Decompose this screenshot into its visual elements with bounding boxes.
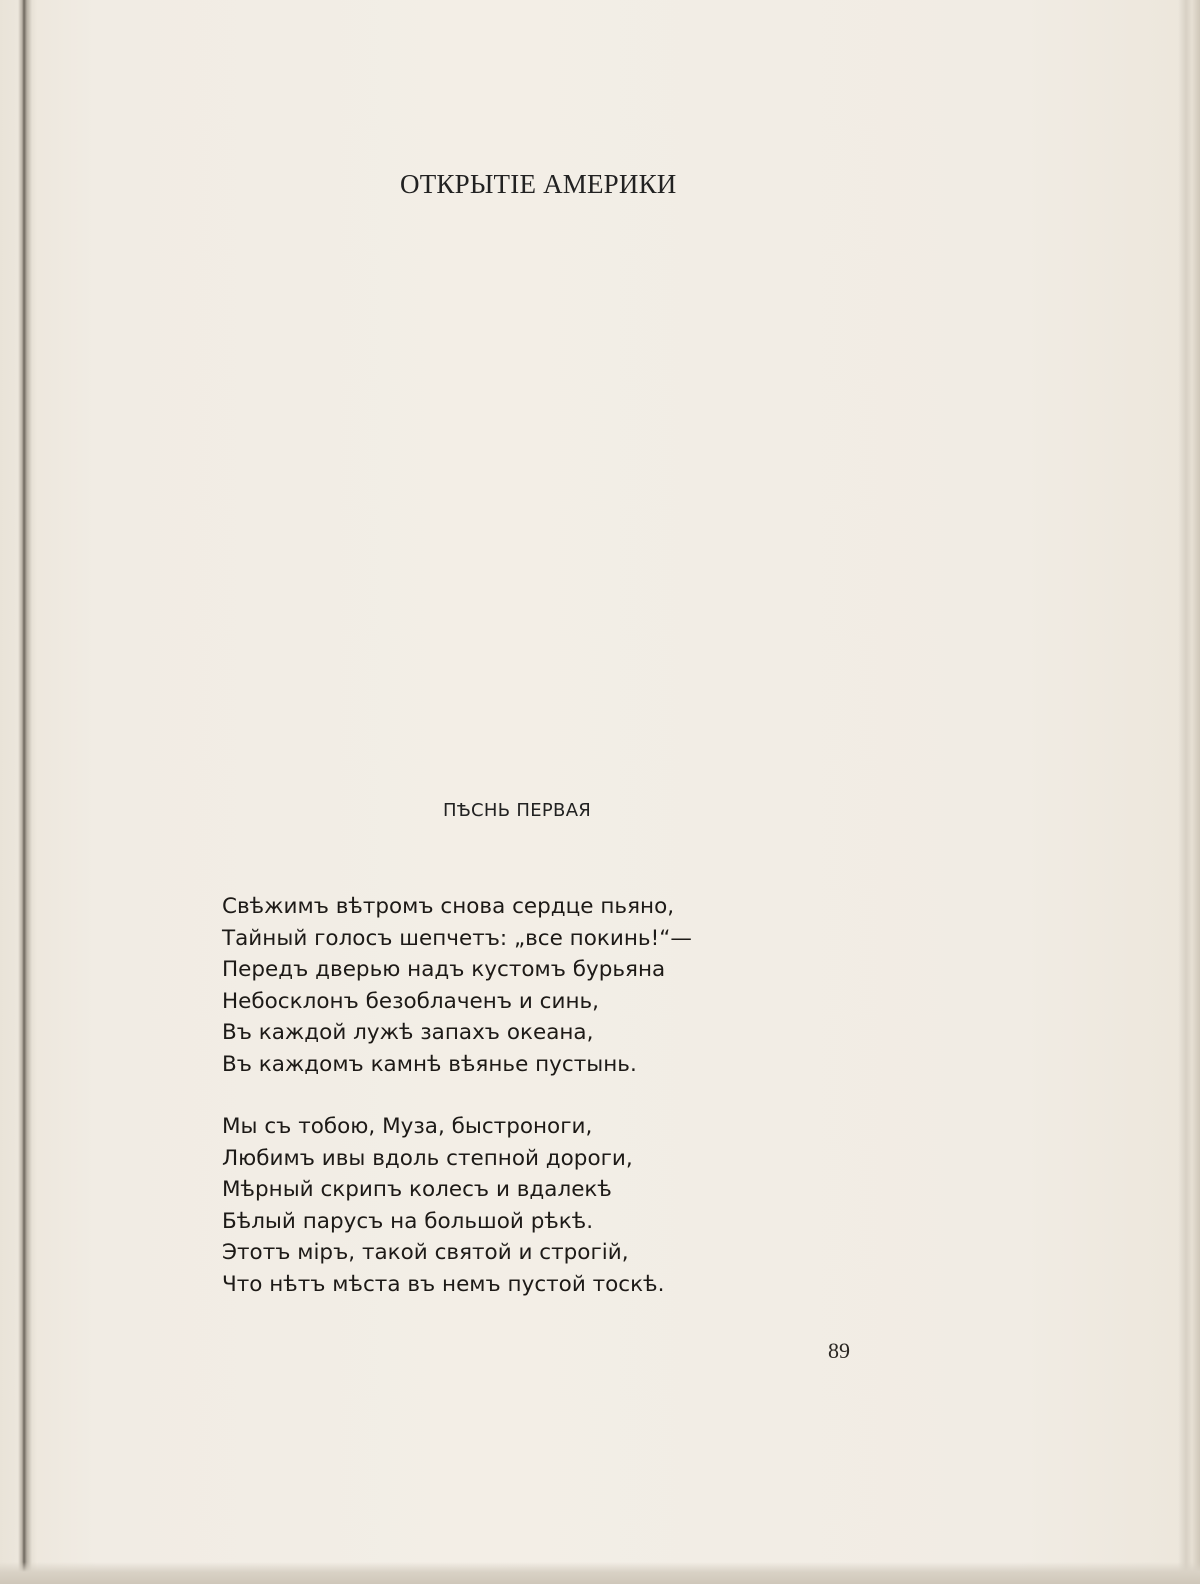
verse-line: Этотъ міръ, такой святой и строгій, [222,1240,629,1265]
verse-line: Мы съ тобою, Муза, быстроноги, [222,1114,593,1139]
stanza-1 [222,891,782,1080]
verse-line: Небосклонъ безоблаченъ и синь, [222,988,600,1014]
verse-line: Свѣжимъ вѣтромъ снова сердце пьяно, [222,894,675,919]
page-right-edge [1178,0,1200,1584]
verse-line: Бѣлый парусъ на большой рѣкѣ. [222,1208,594,1234]
verse-line: Мѣрный скрипъ колесъ и вдалекѣ [222,1177,612,1202]
page-number: 89 [828,1338,850,1363]
book-binding-edge [0,0,38,1584]
verse-line: Тайный голосъ шепчетъ: „все покинь!“— [222,925,692,951]
stanza-2 [222,1111,782,1300]
verse-line: Передъ дверью надъ кустомъ бурьяна [222,957,666,982]
verse-line: Что нѣтъ мѣста въ немъ пустой тоскѣ. [222,1271,665,1297]
page-bottom-edge [0,1562,1200,1584]
verse-line: Въ каждомъ камнѣ вѣянье пустынь. [222,1051,637,1077]
verse-line: Любимъ ивы вдоль степной дороги, [222,1145,633,1171]
poem-title: ОТКРЫТІЕ АМЕРИКИ [400,169,677,199]
verse-line: Въ каждой лужѣ запахъ океана, [222,1020,594,1045]
section-subtitle: ПѢСНЬ ПЕРВАЯ [443,800,592,821]
